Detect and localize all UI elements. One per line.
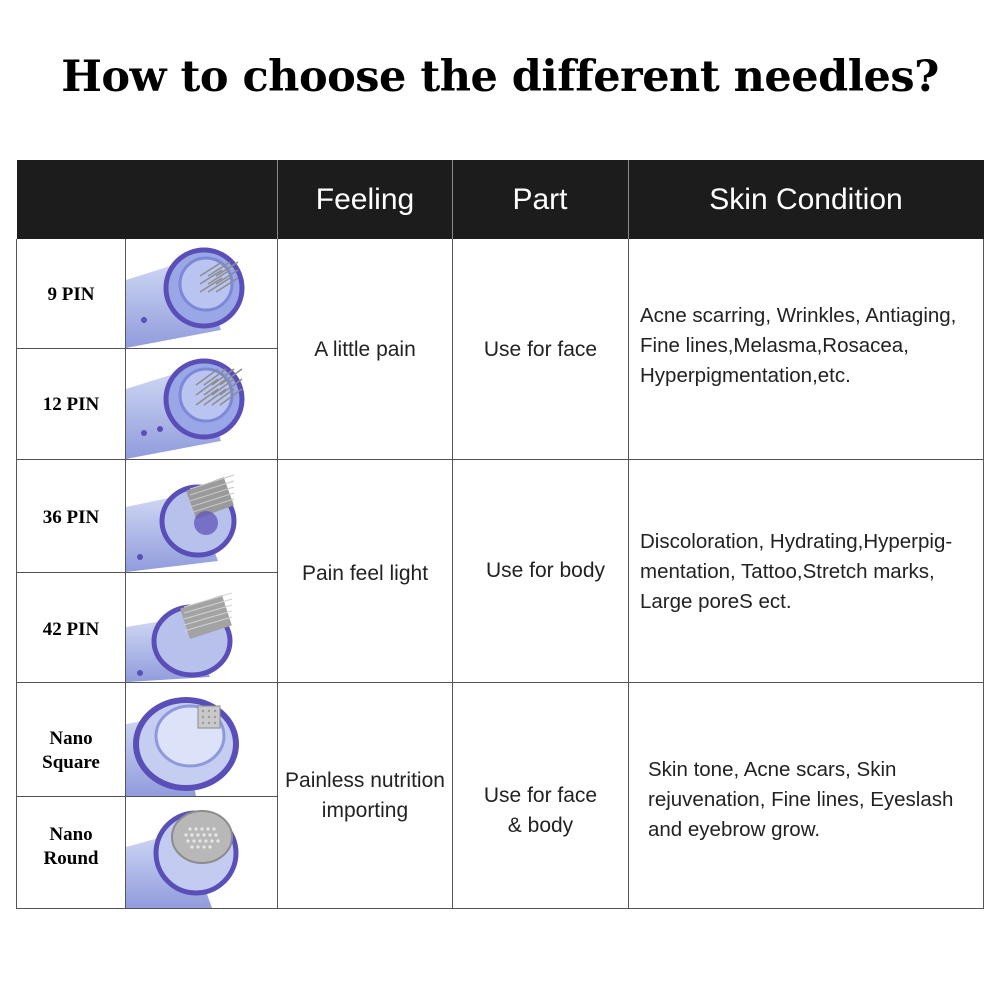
- part-text: Use for face: [483, 337, 598, 361]
- feeling-text: Pain feel light: [301, 561, 429, 585]
- skin-condition-text: Acne scarring, Wrinkles, Antiaging, Fine lines,Melasma,Rosacea, Hyperpigmentation,etc.: [640, 304, 957, 387]
- needle-label-nano-round: Nano Round: [43, 824, 99, 869]
- needle-label-42-pin: 42 PIN: [42, 619, 100, 640]
- skin-condition-text: Discoloration, Hydrating,Hyperpig- mentation, Tattoo,Stretch marks, Large poreS ect.: [640, 530, 953, 613]
- feeling-cell: [278, 240, 452, 459]
- table-border-bottom: [16, 908, 984, 909]
- skin-condition-text: Skin tone, Acne scars, Skin rejuvenation, Fine lines, Eyeslash and eyebrow grow.: [648, 758, 954, 841]
- column-divider: [628, 239, 629, 909]
- table-border-left: [16, 239, 17, 909]
- needle-label-36-pin: 36 PIN: [42, 507, 100, 528]
- part-text: Use for body: [485, 559, 606, 582]
- part-cell: [453, 460, 628, 682]
- header-divider: [628, 160, 629, 239]
- page-title: How to choose the different needles?: [61, 52, 939, 102]
- needle-cartridge-9-pin-icon: [126, 240, 277, 348]
- needle-label-nano-square: Nano Square: [42, 728, 100, 773]
- header-skin-condition: Skin Condition: [709, 183, 903, 216]
- part-cell: [453, 240, 628, 459]
- table-border-right: [983, 239, 984, 909]
- header-part: Part: [512, 183, 568, 216]
- feeling-text: A little pain: [314, 337, 416, 361]
- header-divider: [452, 160, 453, 239]
- part-text: Use for face & body: [483, 783, 598, 837]
- feeling-cell: [278, 460, 452, 682]
- feeling-cell: [278, 683, 452, 908]
- needle-label-9-pin: 9 PIN: [47, 284, 95, 305]
- header-divider: [277, 160, 278, 239]
- needle-label-12-pin: 12 PIN: [42, 394, 100, 415]
- needle-cartridge-nano-round-icon: [126, 797, 277, 908]
- header-feeling: Feeling: [315, 183, 415, 216]
- needle-cartridge-36-pin-icon: [126, 461, 277, 572]
- needle-cartridge-12-pin-icon: [126, 349, 277, 459]
- part-cell: [453, 683, 628, 908]
- feeling-text: Painless nutrition importing: [285, 768, 445, 822]
- needle-cartridge-42-pin-icon: [126, 573, 277, 682]
- needle-cartridge-nano-square-icon: [126, 684, 277, 796]
